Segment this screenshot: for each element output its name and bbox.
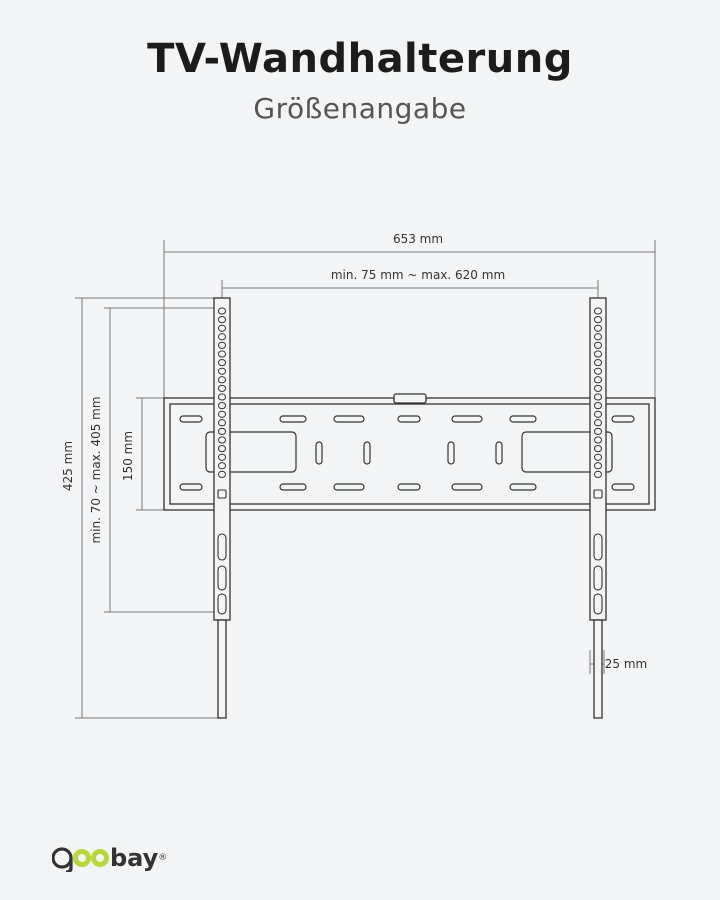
label-rail-height: 150 mm — [121, 430, 135, 482]
label-vesa-vertical: min. 70 ~ max. 405 mm — [89, 396, 103, 544]
label-total-height: 425 mm — [61, 440, 75, 492]
page-subtitle: Größenangabe — [253, 92, 467, 125]
page-title: TV-Wandhalterung — [147, 36, 573, 82]
brand-suffix: bay — [110, 844, 159, 872]
left-arm — [214, 298, 230, 718]
wall-rail — [164, 394, 655, 510]
goobay-logo-icon — [52, 844, 110, 872]
brand-logo — [52, 838, 167, 878]
label-vesa-horizontal: min. 75 mm ~ max. 620 mm — [330, 268, 506, 282]
label-total-width: 653 mm — [392, 232, 444, 246]
label-arm-width: 25 mm — [604, 657, 648, 671]
registered-mark: ® — [158, 853, 168, 863]
